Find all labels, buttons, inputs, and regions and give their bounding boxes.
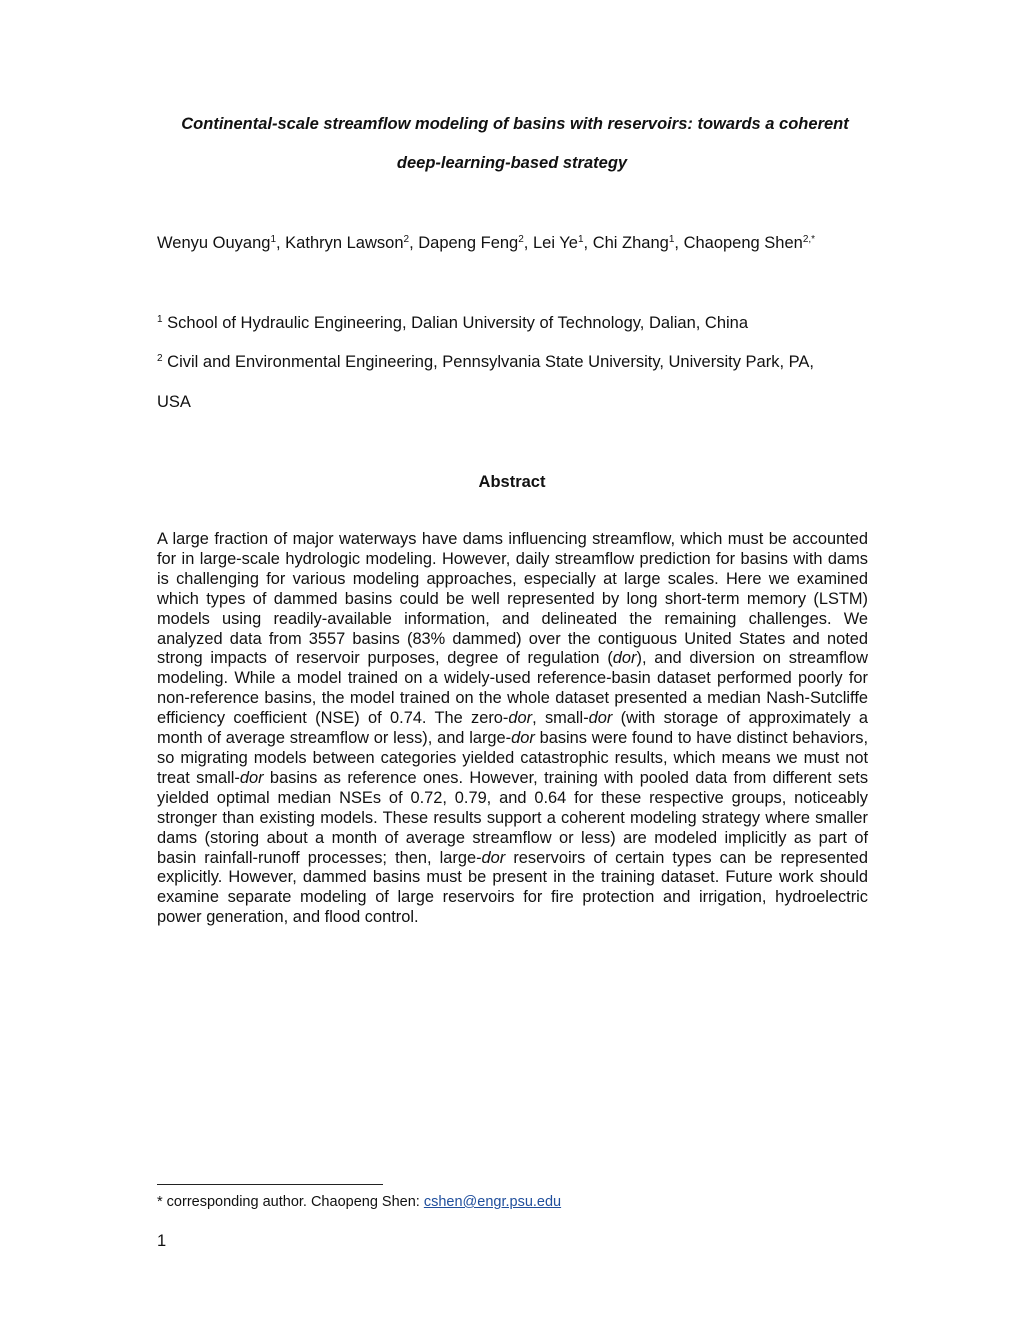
author-name: Lei Ye — [532, 234, 578, 252]
author-affiliation-mark: 1 — [577, 234, 584, 245]
author-affiliation-mark: 1 — [270, 234, 276, 245]
author-affiliation-mark: 2,* — [802, 234, 816, 245]
paper-title-line-2: deep-learning-based strategy — [396, 154, 628, 172]
author-separator: , — [409, 234, 419, 252]
author-separator: , — [583, 234, 593, 252]
author-affiliation-mark: 1 — [668, 234, 675, 245]
footnote-divider — [157, 1184, 383, 1185]
author-name: Chaopeng Shen — [683, 234, 803, 252]
affiliation-text: Civil and Environmental Engineering, Pennsylvania State University, University Park, PA, — [167, 353, 814, 371]
affiliation-text: School of Hydraulic Engineering, Dalian University of Technology, Dalian, China — [167, 314, 749, 332]
affiliation-1 — [157, 313, 748, 333]
abstract-italic-term: dor — [511, 729, 535, 748]
abstract-italic-term: dor — [481, 848, 506, 867]
author-separator: , — [523, 234, 533, 252]
paper-title-line-1: Continental-scale streamflow modeling of basins with reservoirs: towards a coherent — [181, 115, 849, 133]
abstract-heading: Abstract — [478, 473, 546, 491]
affiliation-2-continuation: USA — [157, 393, 191, 411]
corresponding-author-footnote — [157, 1193, 561, 1211]
abstract-text: (with storage of approximately a month of average streamflow or less), and large- — [157, 709, 868, 748]
author-affiliation-mark: 2 — [403, 234, 410, 245]
abstract-text: basins as reference ones. However, training with pooled data from different sets yielded optimal median NSEs of 0.72, 0.79, and 0.64 for these respective groups, noticeably stronger than existing models. These results support a coherent modeling strategy where smaller dams (storing about a month of average streamflow or less) are modeled implicitly as part of basin rainfall-runoff processes; then, large- — [157, 768, 869, 867]
abstract-text: reservoirs of certain types can be represented explicitly. However, dammed basins must be present in the training dataset. Future work should examine separate modeling of large reservoirs for fire protection and irrigation, hydroelectric power generation, and flood control. — [157, 848, 868, 927]
abstract-text: A large fraction of major waterways have dams influencing streamflow, which must be accounted for in large-scale hydrologic modeling. However, daily streamflow prediction for basins with dams is challenging for various modeling approaches, especially at large scales. Here we examined which types of dammed basins could be well represented by long short-term memory (LSTM) models using readily-available information, and delineated the remaining challenges. We analyzed data from 3557 basins (83% dammed) over the contiguous United States and noted strong impacts of reservoir purposes, degree of regulation ( — [157, 530, 868, 668]
footnote-text: * corresponding author. Chaopeng Shen: — [157, 1194, 424, 1210]
abstract-italic-term: dor — [239, 768, 264, 787]
affiliation-number: 1 — [157, 314, 163, 325]
abstract-italic-term: dor — [508, 709, 533, 728]
abstract-body — [157, 530, 868, 928]
page-number: 1 — [157, 1232, 167, 1250]
abstract-italic-term: dor — [612, 649, 637, 668]
author-name: Chi Zhang — [592, 234, 669, 252]
corresponding-email-link[interactable]: cshen@engr.psu.edu — [423, 1194, 562, 1210]
author-separator: , — [276, 234, 286, 252]
author-name: Wenyu Ouyang — [157, 234, 271, 252]
abstract-italic-term: dor — [588, 709, 613, 728]
author-name: Dapeng Feng — [418, 234, 519, 252]
affiliation-number: 2 — [157, 353, 163, 364]
author-list — [157, 233, 815, 253]
abstract-text: ), and diversion on streamflow modeling. While a model trained on a widely-used reference-basin dataset performed poorly for non-reference basins, the model trained on the whole dataset presented a median Nash-Sutcliffe efficiency coefficient (NSE) of 0.74. The zero- — [157, 649, 869, 728]
abstract-text: , small- — [532, 709, 589, 728]
abstract-text: basins were found to have distinct behaviors, so migrating models between categories yielded catastrophic results, which means we must not treat small- — [157, 729, 868, 787]
affiliation-2 — [157, 352, 814, 372]
author-separator: , — [674, 234, 684, 252]
author-affiliation-mark: 2 — [518, 234, 524, 245]
author-name: Kathryn Lawson — [285, 234, 404, 252]
